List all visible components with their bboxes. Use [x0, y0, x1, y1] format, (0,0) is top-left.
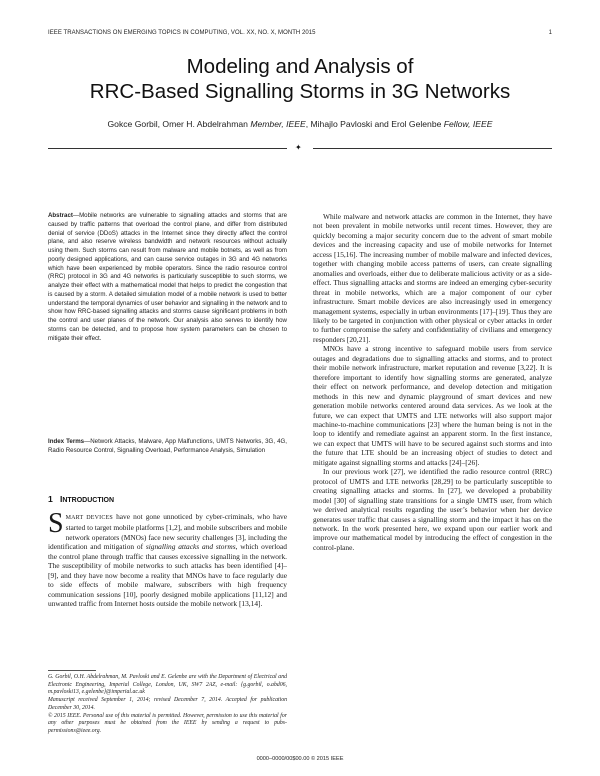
intro-italic: signalling attacks and storms: [145, 542, 236, 552]
intro-text-b: , which overload the control plane through traffic that causes excessive signalling in the network. The susceptibility of mobile networks to such attacks has been identified [4]–[9], and they have now become a reality that MNOs have to face regularly due to side effects of mobile malware, subscribers with high frequency communication sessions [10], poorly designed mobile applications [11,12] and unwanted traffic from Internet hosts outside the mobile network [13,14].: [48, 542, 287, 609]
footnote-rule: [48, 670, 96, 671]
title-divider: [48, 145, 552, 153]
section-title-rest: NTRODUCTION: [62, 497, 115, 504]
page-number: 1: [548, 30, 552, 36]
section-title-first: I: [59, 494, 63, 504]
abstract-label: Abstract: [48, 212, 73, 219]
divider-ornament: ✦: [295, 143, 302, 152]
abstract: [48, 212, 287, 343]
intro-text-a: have not gone unnoticed by cyber-criminals, who have started to target mobile platforms [1,2], and mobile subscribers and mobile network operators (MNOs) face new security challenges [3], including the identification and mitigation of: [48, 512, 287, 552]
running-header: [48, 30, 552, 36]
fellow-suffix: Fellow, IEEE: [443, 119, 493, 129]
journal-title: IEEE TRANSACTIONS ON EMERGING TOPICS IN COMPUTING, VOL. XX, NO. X, MONTH 2015: [48, 30, 316, 36]
right-column-body: [313, 212, 552, 552]
divider-line-right: [313, 148, 552, 149]
body-paragraph: While malware and network attacks are common in the Internet, they have not been prevalent in mobile networks until recent times. However, they are quickly becoming a major security concern due to the advent of smart mobile devices and the increasing capacity and use of mobile networks for Internet access [15,16]. The increasing number of mobile malware and infected devices, together with changing mobile access patterns of users, can create signalling anomalies and overloads, either due to deliberate malicious activity or as a side-effect. Thus signalling attacks and storms are indeed an emerging cyber-security threat in mobile networks, which are a major component of our cyber infrastructure. Smart mobile devices are also increasingly used in emergency management systems, especially in urban environments [17]–[19]. Thus they are likely to be targeted in conjunction with other physical or cyber attacks in order to further compromise the safety and confidentiality of civilians and emergency responders [20,21].: [313, 212, 552, 344]
title-line-2: RRC-Based Signalling Storms in 3G Networks: [89, 80, 511, 103]
member-suffix: Member, IEEE: [250, 119, 306, 129]
intro-smallcaps: MART DEVICES: [65, 515, 113, 521]
author-names-1: Gokce Gorbil, Omer H. Abdelrahman: [107, 119, 251, 129]
footnote-manuscript: Manuscript received September 1, 2014; revised December 7, 2014. Accepted for publication December 30, 2014.: [48, 697, 287, 711]
index-terms: [48, 438, 287, 456]
section-number: 1: [48, 494, 53, 504]
footnote-affiliation: G. Gorbil, O.H. Abdelrahman, M. Pavloski and E. Gelenbe are with the Department of Electrical and Electronic Engineering, Imperial College, London, UK, SW7 2AZ, e-mail: {g.gorbil, o.abd06, m.pavloski13, e.gelenbe}@imperial.ac.uk: [48, 674, 287, 695]
paper-title: [0, 54, 600, 104]
title-line-1: Modeling and Analysis of: [186, 55, 414, 78]
footnotes: [48, 674, 287, 736]
body-paragraph: In our previous work [27], we identified the radio resource control (RRC) protocol of UMTS and LTE networks [28,29] to be particularly susceptible to creating signalling attacks and storms. In [27], we developed a probability model [30] of signalling state transitions for a single UMTS user, from which we derived analytical results regarding the user’s behavior when her device generates user traffic that causes a signalling storm and the impact it has on the network. In the work presented here, we expand upon our earlier work and improve our mathematical model by introducing the effect of congestion in the control-plane.: [313, 467, 552, 552]
drop-cap: S: [48, 508, 64, 539]
author-list: [0, 119, 600, 129]
abstract-text: —Mobile networks are vulnerable to signalling attacks and storms that are caused by traffic patterns that overload the control plane, and differ from distributed denial of service (DDoS) attacks in the Internet since they directly affect the control plane, and also reserve wireless bandwidth and network resources without actually using them. Such storms can result from malware and mobile botnets, as well as from poorly designed applications, and can cause service outages in 3G and 4G networks which have been experienced by mobile operators. Since the radio resource control (RRC) protocol in 3G and 4G networks is particularly susceptible to such storms, we analyze their effect with a mathematical model that helps to predict the congestion that is caused by a storm. A detailed simulation model of a mobile network is used to better understand the temporal dynamics of user behavior and signalling in the network and to show how RRC-based signalling attacks and storms cause significant problems in both the control and user planes of the network. Our analysis also serves to identify how storms can be detected, and to propose how system parameters can be chosen to mitigate their effect.: [48, 212, 287, 342]
index-terms-label: Index Terms: [48, 438, 85, 445]
index-terms-text: —Network Attacks, Malware, App Malfunctions, UMTS Networks, 3G, 4G, Radio Resource Control, Signalling Overload, Performance Analysis, Simulation: [48, 438, 287, 454]
section-heading-introduction: [48, 494, 114, 504]
author-names-2: , Mihajlo Pavloski and Erol Gelenbe: [305, 119, 444, 129]
footnote-copyright: © 2015 IEEE. Personal use of this material is permitted. However, permission to use this material for any other purposes must be obtained from the IEEE by sending a request to pubs-permissions@ieee.org.: [48, 712, 287, 734]
divider-line-left: [48, 148, 287, 149]
introduction-paragraph: [48, 508, 287, 609]
page-footer: 0000–0000/00$00.00 © 2015 IEEE: [256, 756, 344, 762]
body-paragraph: MNOs have a strong incentive to safeguard mobile users from service outages and degradations due to signalling attacks and storms, and to protect their mobile network infrastructure, market reputation and revenue [3,22]. It is therefore important to identify how signalling storms are generated, analyze their effect on network performance, and develop detection and mitigation methods in this new and dynamic playground of smart devices and new generation mobile networks centered around data services. As we look at the future, we can expect that UMTS and LTE networks will also support major machine-to-machine communications [23] where the human being is not in the loop to identify and remediate against an apparent storm. In the first instance, we can expect that UMTS will have to be secured against such storms and into the future that LTE should be an increasing object of studies to detect and mitigate against signalling storms and attacks [24]–[26].: [313, 344, 552, 467]
